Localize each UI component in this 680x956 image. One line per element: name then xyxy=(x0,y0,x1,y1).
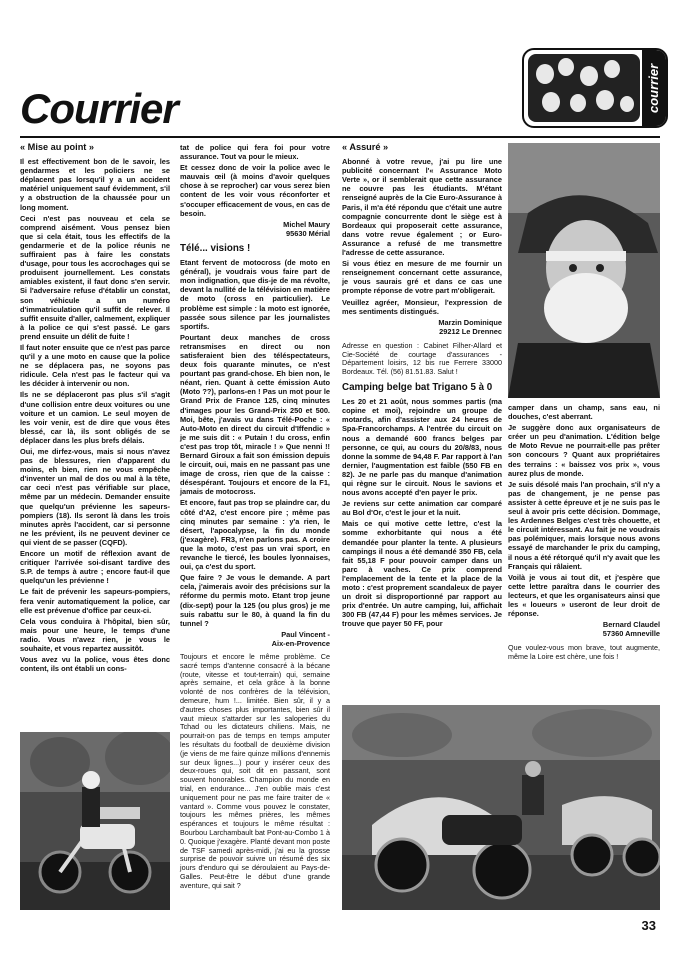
paragraph: Vous avez vu la police, vous êtes donc content, ils ont établi un cons- xyxy=(20,655,170,674)
signature-place: 95630 Mérial xyxy=(286,228,330,238)
police-motorcycle-illustration xyxy=(20,732,170,910)
article-heading-assure: « Assuré » xyxy=(342,142,389,152)
paragraph: Mais ce qui motive cette lettre, c'est la somme exhorbitante qui nous a été demandée pour planter la tente. A plusieurs campings il nous a été demandé 350 FB, cela fait 55,18 F pour pouvoir camper dans un parc à vaches. Ce prix comprend l'emplacement de la tente et la place de la moto : c'est proprement scandaleux de payer un droit si disproportionné par rapport au prix d'entrée. Un autre camping, lui, affichait 300 FB (47,44 F) pour les mêmes services. Je trouve que payer 50 FF, pour xyxy=(342,519,502,629)
masthead-title: Courrier xyxy=(20,85,178,132)
paragraph: Il faut noter ensuite que ce n'est pas parce qu'il y a une moto en cause que la police ne se déplacera pas, ne soyons pas ridicule. Cela n'est pas le facteur qui va les décider à intervenir ou non. xyxy=(20,342,170,389)
column-1 xyxy=(20,143,170,675)
paragraph: tat de police qui fera foi pour votre assurance. Tout va pour le mieux. xyxy=(180,143,330,162)
paragraph: Les 20 et 21 août, nous sommes partis (ma copine et moi), rejoindre un groupe de motards, afin d'assister aux 24 heures de Spa-Francorchamps. A l'entrée du circuit on nous a demandé 600 francs belges par personne, ce qui, au cours du 20/8/83, nous donne la somme de 94,48 F. Par rapport à l'an dernier, l'augmentation est faible (550 FB en 82). Je ne parle pas du manque d'animation qui règne sur le circuit. Nous le savions et nous avons accepté d'en payer le prix. xyxy=(342,397,502,498)
paragraph: Je suggère donc aux organisateurs de créer un peu d'animation. L'édition belge de Moto Revue ne pourrait-elle pas prêter son concours ? Quant aux propriétaires des terrains : « baissez vos prix », vous aurez plus de monde. xyxy=(508,423,660,478)
paragraph: Le fait de prévenir les sapeurs-pompiers, fera venir automatiquement la police, car elle est prévenue d'office par ceux-ci. xyxy=(20,587,170,615)
paragraph: Et cessez donc de voir la police avec le mauvais œil (à moins d'avoir quelques chose à se reprocher) car vous serez bien content de les voir vous réconforter et s'occuper efficacement de vous, en cas de besoin. xyxy=(180,163,330,218)
logo-photo xyxy=(528,54,640,122)
paragraph: Et encore, faut pas trop se plaindre car, du côté d'A2, c'est encore pire ; même pas cinq minutes par semaine : y'a rien, le désert, l'apocalypse, la fin du monde (j'exagère). FR3, n'en parlons pas. A croire que la moto, c'est pas un vrai sport, en revanche le tiercé, les boules lyonnaises, oui, ça c'est du sport. xyxy=(180,498,330,572)
signature-name: Bernard Claudel xyxy=(602,620,660,630)
article-heading-camping-belge: Camping belge bat Trigano 5 à 0 xyxy=(342,382,493,394)
paragraph: Oui, me dirfez-vous, mais si nous n'avez pas de blessures, rien d'apparent du moins, eh bien, rien ne vous empêche d'inventer un mal de dos ou mal à la tête, car ceci n'est pas vérifiable sur place, même par un médecin. Demander ensuite que quelqu'un prévienne les sapeurs-pompiers (18). Ils seront là dans les trois minutes après l'accident, car si personne ne les prévient, ils ne peuvent deviner ce qui vient de se passer (CQFD). xyxy=(20,447,170,547)
paragraph: Pourtant deux manches de cross retransmises en direct ou non satisferaient bien des téléspectateurs, deux fois quarante minutes, ce n'est pourtant pas grand-chose. Eh bien non, le néant, rien. Quant à cette émission Auto (Moto ??), parlons-en ! Pas un mot pour le Grand Prix de France 125, cinq minutes d'images pour les Grand-Prix 250 et 500. Moi, bête, j'avais vu dans Télé-Poche : « Auto-Moto en direct du circuit d'Iffendic » je me suis dit : « Putain ! du cross, enfin c'est pas trop tôt, miracle ! » Que nenni !! Bernard Giroux a fait son émission depuis le circuit, oui, mais en ne passant pas une image de cross, rien que de la caisse : désespérant. Toujours et encore de la F1, jamais de motocross. xyxy=(180,332,330,497)
paragraph: Etant fervent de motocross (de moto en général), je voudrais vous faire part de mon indignation, que dis-je de ma révolte, devant la nullité de la télévision en matière de moto (cross en particulier). Le problème est simple : la moto est ignorée, passée sous silence par les journalistes sportifs. xyxy=(180,258,330,331)
paragraph: Ils ne se déplaceront pas plus s'il s'agit d'une collision entre deux voitures ou une voiture et un camion. Le seul moyen de les voir venir, est de dire que vous êtes blessé, car là, ils sont obligés de se déplacer dans les plus brefs délais. xyxy=(20,390,170,445)
paragraph: Veuillez agréer, Monsieur, l'expression de mes sentiments distingués. xyxy=(342,297,502,316)
column-4 xyxy=(508,403,660,664)
paragraph: Je suis désolé mais l'an prochain, s'il n'y a pas de changement, je ne pense pas assister à cette épreuve et je ne suis pas le seul à avoir pris cette décision. Dommage, les Ardennes Belges c'est très chouette, et le circuit intéressant. Au fait je ne voudrais pas polémiquer, mais lorsque nous avons essayé de marchander le prix du camping, il nous a été rétorqué qu'il n'y avait que les Français qui râlaient. xyxy=(508,479,660,571)
editor-reply: Toujours et encore le même problème. Ce sacré temps d'antenne consacré à la bécane (route, vitesse et tout-terrain) qui, semaine après semaine, et cela grâce à la bonne volonté de nos confrères de la télévision, demeure, hum !... limitée. Bien sûr, il y a d'autres choses plus importantes, bien sûr il vaut mieux s'attarder sur les saloperies du Tchad ou les dictateurs chiliens. Mais, ne pourrait-on pas de temps en temps amputer les résultats du football de deuxième division (je viens de me faire quinze millions d'ennemis sur deux lignes...) pour y insérer ceux des deux-roues qui, soit dit en passant, sont souvent honorables. Champion du monde en trial, en endurance... J'en oublie mais c'est uniquement pour ne pas me faire traiter de « vantard ». Comme vous pouvez le constater, toujours les mêmes prières, les mêmes espérances et toujours le même résultat : Bourbou Larchambault bat Pont-au-Combo 1 à 0. Quoique j'exagère. Planté devant mon poste de TSF samedi après-midi, j'ai eu la grosse surprise de pouvoir suivre un résumé des six jours d'enduro qui se déroulaient au Pays-de-Galles. Peut-être le début d'une grande aventure, qui sait ? xyxy=(180,651,330,890)
paragraph: Encore un motif de réflexion avant de critiquer l'arrivée soi-disant tardive des S.P. de temps à autre ; encore faut-il que quelqu'un les prévienne ! xyxy=(20,549,170,586)
section-logo xyxy=(522,48,668,128)
signature-name: Marzin Dominique xyxy=(438,317,502,327)
photo-police-motorcycle xyxy=(20,732,170,910)
paragraph: Abonné à votre revue, j'ai pu lire une publicité concernant l'« Assurance Moto Verte », or il semblerait que cette assurance ne couvre pas les étudiants. M'étant renseigné auprès de la Cie Euro-Assurance à Paris, il m'a été répondu que c'était une autre compagnie concurrente dont le siège est à Bordeaux qui proposerait cette assurance, dans votre revue également ; or Euro-Assurance a refusé de me transmettre l'adresse de cette assurance. xyxy=(342,157,502,258)
signature-name: Paul Vincent - xyxy=(281,629,330,639)
paragraph: Cela vous conduira à l'hôpital, bien sûr, mais pour une heure, le temps d'une radio. Vous n'avez rien, je vous le souhaite, et vous repartez aussitôt. xyxy=(20,616,170,653)
editor-reply: Adresse en question : Cabinet Filher-Allard et Cie-Société de courtage d'assurances - Département loisirs, 12 bis rue Ferrere 33000 Bordeaux. Tél. (56) 81.51.83. Salut ! xyxy=(342,340,502,377)
paragraph: Ceci n'est pas nouveau et cela se comprend aisément. Vous pensez bien que si cela était, tous les effectifs de la gendarmerie et de la police réunis ne suffiraient pas à faire les constats d'usage, pour tous les accrochages qui se produisent journellement. Les constats amiables existent, il faut donc s'en servir. Si l'adversaire refuse d'établir un constat, son véhicule a un numéro d'immatriculation qu'il suffit de relever. Il suffit ensuite d'aller, calmement, expliquer à la police ce qui s'est passé. Le gars prend ensuite un délit de fuite ! xyxy=(20,213,170,341)
article-heading-mise-au-point: « Mise au point » xyxy=(20,142,95,152)
paragraph: Il est effectivement bon de le savoir, les gendarmes et les policiers ne se déplacent pas lorsqu'il y a un accident matériel uniquement sauf évidemment, s'il y a obstruction de la chaussée pour un long moment. xyxy=(20,157,170,212)
article-heading-tele-visions: Télé... visions ! xyxy=(180,242,251,254)
signature-name: Michel Maury xyxy=(283,219,330,229)
signature-place: 57360 Amneville xyxy=(602,629,660,639)
column-2 xyxy=(180,143,330,892)
paragraph: Que faire ? Je vous le demande. A part cela, j'aimerais avoir des précisions sur la réforme du permis moto. Etant trop jeune (dix-sept) pour la 125 (ou plus gros) je me suis rabattu sur le 80, à quand la fin du tunnel ? xyxy=(180,573,330,628)
header-rule xyxy=(20,136,660,138)
signature-place: Aix-en-Provence xyxy=(271,638,330,648)
paragraph: camper dans un champ, sans eau, ni douches, c'est aberrant. xyxy=(508,403,660,422)
page-number: 33 xyxy=(641,918,656,933)
paragraph: Voilà je vous ai tout dit, et j'espère que cette lettre paraîtra dans le courrier des lecteurs, et que les organisateurs ainsi que les « loueurs » useront de leur droit de réponse. xyxy=(508,572,660,619)
paragraph: Je reviens sur cette animation car comparé au Bol d'Or, c'est le jour et la nuit. xyxy=(342,499,502,518)
camping-motorcycles-illustration xyxy=(342,705,660,910)
photo-camping-motorcycles xyxy=(342,705,660,910)
bearded-rider-illustration xyxy=(508,143,660,398)
photo-bearded-rider xyxy=(508,143,660,398)
paragraph: Si vous étiez en mesure de me fournir un renseignement concernant cette assurance, je vous saurais gré et dans ce cas une prompte réponse de votre part m'obligerait. xyxy=(342,259,502,296)
column-3 xyxy=(342,143,502,631)
signature-place: 29212 Le Drennec xyxy=(439,326,502,336)
editor-reply: Que voulez-vous mon brave, tout augmente, même la Loire est chère, une fois ! xyxy=(508,643,660,662)
logo-tab-label: courrier xyxy=(642,50,666,126)
